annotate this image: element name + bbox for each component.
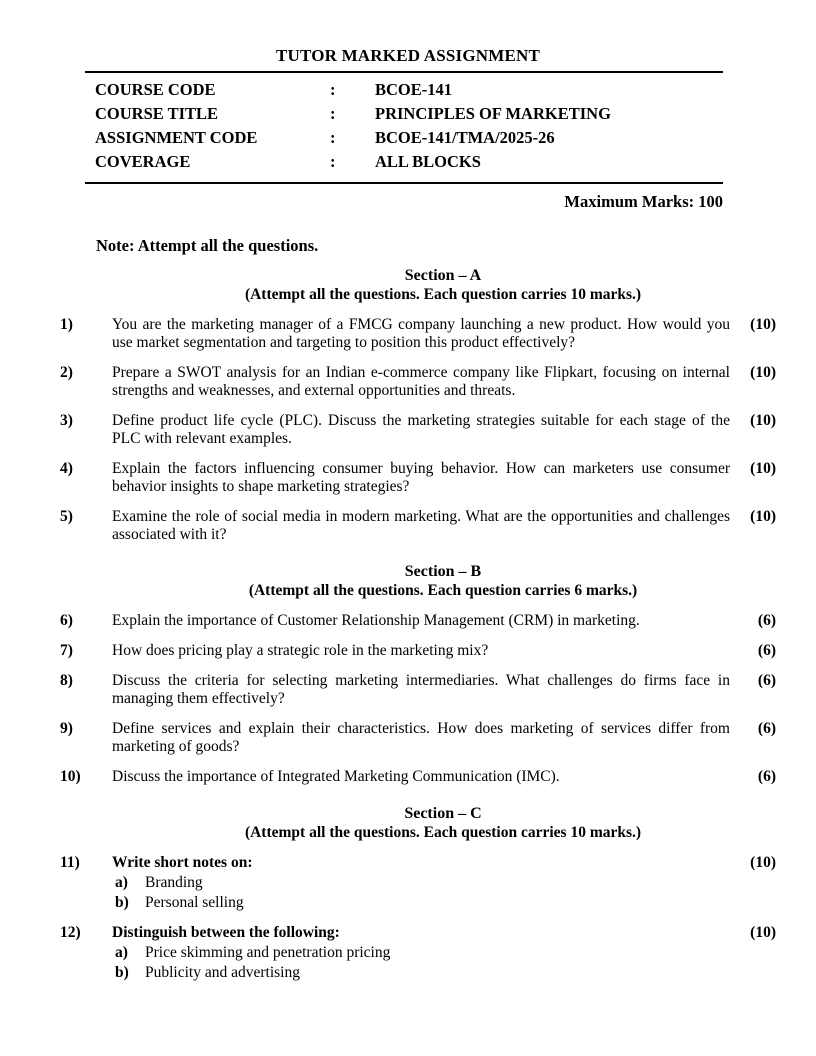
question-row (60, 642, 776, 660)
question-subitem (112, 874, 730, 892)
subitem-text: Branding (145, 874, 203, 891)
subitem-text: Publicity and advertising (145, 964, 300, 981)
question-marks: (10) (750, 924, 776, 941)
section-a (60, 266, 776, 544)
header-label: COURSE TITLE (95, 104, 219, 123)
subitem-label: a) (115, 944, 128, 961)
question-row (60, 768, 776, 786)
question-marks: (6) (757, 612, 776, 629)
question-marks: (6) (757, 768, 776, 785)
question-body (112, 854, 730, 912)
header-row-coverage (85, 150, 723, 174)
note-text: Note: Attempt all the questions. (96, 236, 319, 255)
section-b-questions (60, 612, 776, 786)
question-text: You are the marketing manager of a FMCG company launching a new product. How would you use market segmentation and targeting to position this product effectively? (112, 316, 730, 351)
subitem-text: Personal selling (145, 894, 244, 911)
question-number: 11) (60, 854, 80, 871)
header-colon: : (330, 128, 336, 147)
subitem-text: Price skimming and penetration pricing (145, 944, 391, 961)
question-number: 7) (60, 642, 73, 659)
question-row (60, 412, 776, 448)
header-label: COURSE CODE (95, 80, 216, 99)
section-b-subheading: (Attempt all the questions. Each question carries 6 marks.) (248, 582, 638, 599)
question-marks: (10) (750, 316, 776, 333)
question-row (60, 508, 776, 544)
question-marks: (10) (750, 460, 776, 477)
question-marks: (6) (757, 642, 776, 659)
question-row (60, 854, 776, 912)
question-body (112, 924, 730, 982)
question-marks: (6) (757, 720, 776, 737)
question-text: Examine the role of social media in modern marketing. What are the opportunities and challenges associated with it? (112, 508, 730, 543)
question-text: Explain the importance of Customer Relationship Management (CRM) in marketing. (112, 612, 640, 629)
question-text: How does pricing play a strategic role in the marketing mix? (112, 642, 489, 659)
section-c-subheading: (Attempt all the questions. Each question carries 10 marks.) (244, 824, 642, 841)
question-marks: (10) (750, 364, 776, 381)
document-title: TUTOR MARKED ASSIGNMENT (275, 46, 541, 65)
header-table (85, 71, 723, 184)
header-value: PRINCIPLES OF MARKETING (375, 104, 611, 123)
question-number: 1) (60, 316, 73, 333)
header-label: ASSIGNMENT CODE (95, 128, 258, 147)
question-row (60, 720, 776, 756)
header-colon: : (330, 152, 336, 171)
question-number: 8) (60, 672, 73, 689)
question-text: Distinguish between the following: (112, 924, 340, 941)
question-marks: (6) (757, 672, 776, 689)
subitem-label: a) (115, 874, 128, 891)
question-text: Discuss the criteria for selecting marketing intermediaries. What challenges do firms face in managing them effectively? (112, 672, 730, 707)
header-label: COVERAGE (95, 152, 191, 171)
question-subitem (112, 944, 730, 962)
question-number: 10) (60, 768, 81, 785)
header-row-assignment-code (85, 126, 723, 150)
section-b (60, 562, 776, 786)
question-row (60, 924, 776, 982)
question-number: 4) (60, 460, 73, 477)
header-colon: : (330, 80, 336, 99)
section-a-subheading: (Attempt all the questions. Each question carries 10 marks.) (244, 286, 642, 303)
question-number: 9) (60, 720, 73, 737)
header-row-course-code (85, 78, 723, 102)
header-value: ALL BLOCKS (375, 152, 481, 171)
question-text: Write short notes on: (112, 854, 253, 871)
section-a-questions (60, 316, 776, 544)
header-colon: : (330, 104, 336, 123)
question-row (60, 612, 776, 630)
question-text: Discuss the importance of Integrated Marketing Communication (IMC). (112, 768, 560, 785)
question-number: 5) (60, 508, 73, 525)
question-text: Explain the factors influencing consumer buying behavior. How can marketers use consumer behavior insights to shape marketing strategies? (112, 460, 730, 495)
section-c-heading: Section – C (404, 805, 482, 822)
question-number: 12) (60, 924, 81, 941)
header-value: BCOE-141/TMA/2025-26 (375, 128, 555, 147)
question-row (60, 316, 776, 352)
question-marks: (10) (750, 854, 776, 871)
question-text: Prepare a SWOT analysis for an Indian e-commerce company like Flipkart, focusing on internal strengths and weaknesses, and external opportunities and threats. (112, 364, 730, 399)
section-b-heading: Section – B (404, 563, 482, 580)
header-value: BCOE-141 (375, 80, 453, 99)
question-text: Define services and explain their characteristics. How does marketing of services differ from marketing of goods? (112, 720, 730, 755)
question-text: Define product life cycle (PLC). Discuss the marketing strategies suitable for each stage of the PLC with relevant examples. (112, 412, 730, 447)
question-row (60, 672, 776, 708)
question-number: 2) (60, 364, 73, 381)
question-marks: (10) (750, 508, 776, 525)
question-number: 6) (60, 612, 73, 629)
question-subitem (112, 894, 730, 912)
subitem-label: b) (115, 964, 129, 981)
question-row (60, 460, 776, 496)
question-subitem (112, 964, 730, 982)
questions-content (60, 266, 776, 982)
section-a-heading: Section – A (404, 267, 482, 284)
header-row-course-title (85, 102, 723, 126)
subitem-label: b) (115, 894, 129, 911)
section-c (60, 804, 776, 982)
question-number: 3) (60, 412, 73, 429)
section-c-questions (60, 854, 776, 982)
maximum-marks: Maximum Marks: 100 (564, 192, 723, 211)
question-row (60, 364, 776, 400)
question-marks: (10) (750, 412, 776, 429)
